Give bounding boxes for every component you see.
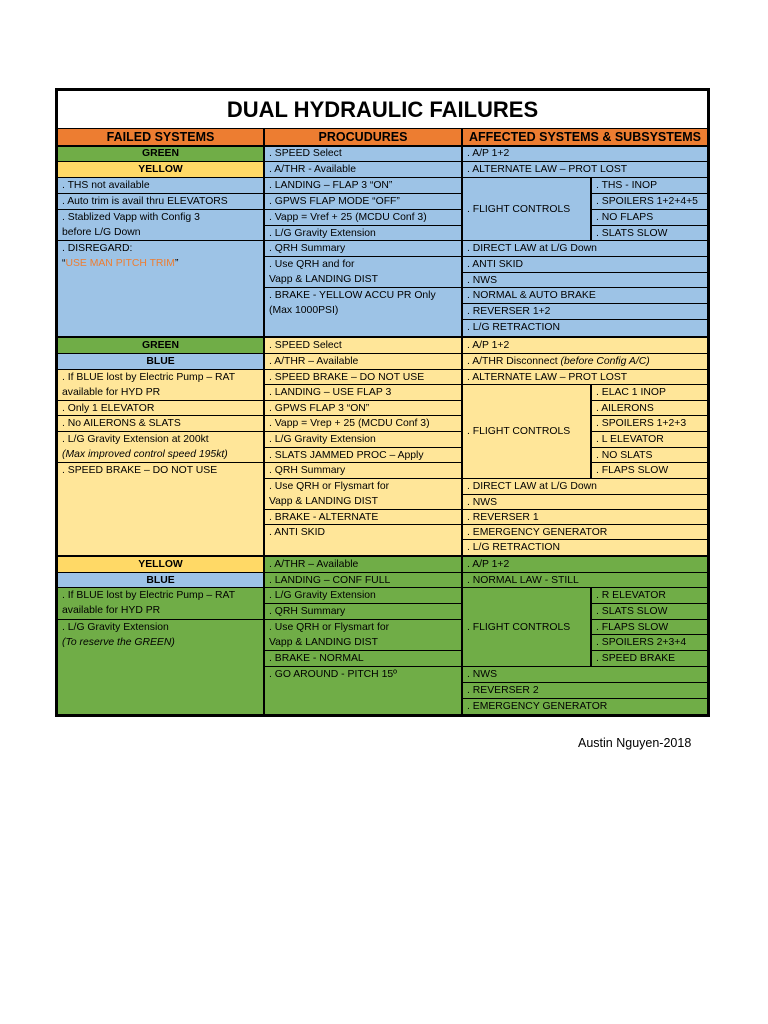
header-procedures: PROCUDURES [265,129,461,145]
s1-proc-3: . LANDING – FLAP 3 “ON” [265,178,461,193]
s1-proc-8 [265,257,461,287]
s1-failed-3-line2: before L/G Down [62,227,141,238]
s1-aff-1: . A/P 1+2 [463,147,707,161]
quote-close: ” [174,258,179,269]
s2-proc-10-line2: Vapp & LANDING DIST [269,496,378,507]
s1-sub-4: . SLATS SLOW [592,226,707,240]
dual-hydraulic-failures-table [55,88,710,717]
s2-failed-4 [58,432,263,462]
s3-aff-1: . A/P 1+2 [463,557,707,572]
s3-failed-1-line1: . If BLUE lost by Electric Pump – RAT [62,590,236,601]
s1-sub-1: . THS - INOP [592,178,707,193]
s1-proc-9-line2: (Max 1000PSI) [269,305,339,316]
s1-failed-3-line1: . Stablized Vapp with Config 3 [62,212,200,223]
s3-aff-4: . REVERSER 2 [463,683,707,698]
s3-proc-5-line1: . Use QRH or Flysmart for [269,622,390,633]
s2-failed-1-line2: available for HYD PR [62,387,161,398]
s1-proc-1: . SPEED Select [265,147,461,161]
s2-proc-5: . GPWS FLAP 3 “ON” [265,401,461,415]
s2-aff-6: . REVERSER 1 [463,510,707,524]
s1-sub-3: . NO FLAPS [592,210,707,225]
s1-aff-2: . ALTERNATE LAW – PROT LOST [463,162,707,177]
s1-aff-3: . DIRECT LAW at L/G Down [463,241,707,256]
s3-sub-4: . SPOILERS 2+3+4 [592,635,707,650]
s2-aff-2 [463,354,707,369]
s2-proc-7: . L/G Gravity Extension [265,432,461,447]
s1-proc-9 [265,288,461,336]
s2-failed-4-line1: . L/G Gravity Extension at 200kt [62,434,209,445]
header-failed-systems: FAILED SYSTEMS [58,129,263,145]
s2-failed-1-line1: . If BLUE lost by Electric Pump – RAT [62,372,236,383]
s3-proc-1: . A/THR – Available [265,557,461,572]
s2-failed-1 [58,370,263,400]
s2-failed-3: . No AILERONS & SLATS [58,416,263,431]
s2-sub-5: . NO SLATS [592,448,707,462]
s2-sub-1: . ELAC 1 INOP [592,385,707,400]
s2-sub-4: . L ELEVATOR [592,432,707,447]
document-title: DUAL HYDRAULIC FAILURES [58,91,707,128]
author-credit: Austin Nguyen-2018 [578,736,692,750]
s3-proc-5-line2: Vapp & LANDING DIST [269,637,378,648]
s2-aff-1: . A/P 1+2 [463,338,707,353]
s3-proc-6: . BRAKE - NORMAL [265,651,461,666]
s1-aff-8: . L/G RETRACTION [463,320,707,336]
s2-failed-4-line2: (Max improved control speed 195kt) [62,449,228,460]
s3-proc-7: . GO AROUND - PITCH 15º [265,667,461,714]
s1-failed-4-line2 [62,256,263,271]
s1-aff-5: . NWS [463,273,707,287]
s1-aff-4: . ANTI SKID [463,257,707,272]
s1-tag-yellow: YELLOW [58,162,263,177]
s2-sub-2: . AILERONS [592,401,707,415]
s3-tag-yellow: YELLOW [58,557,263,572]
athr-disconnect-text: . A/THR Disconnect [467,356,561,367]
s3-failed-1 [58,588,263,619]
s3-sub-3: . FLAPS SLOW [592,620,707,634]
s2-proc-12: . ANTI SKID [265,525,461,555]
s2-tag-blue: BLUE [58,354,263,369]
s2-proc-8: . SLATS JAMMED PROC – Apply [265,448,461,462]
s1-proc-9-line1: . BRAKE - YELLOW ACCU PR Only [269,290,436,301]
s1-failed-3 [58,210,263,240]
s2-failed-2: . Only 1 ELEVATOR [58,401,263,415]
s2-proc-10-line1: . Use QRH or Flysmart for [269,481,390,492]
s1-aff-flight-controls: . FLIGHT CONTROLS [463,178,590,240]
s3-aff-2: . NORMAL LAW - STILL [463,573,707,587]
s1-proc-2: . A/THR - Available [265,162,461,177]
s1-failed-2: . Auto trim is avail thru ELEVATORS [58,194,263,209]
s1-proc-8-line1: . Use QRH and for [269,259,355,270]
s1-failed-4 [58,241,263,336]
s2-proc-6: . Vapp = Vrep + 25 (MCDU Conf 3) [265,416,461,431]
quote-open: “ [62,258,66,269]
s3-failed-2-line1: . L/G Gravity Extension [62,622,169,633]
s3-aff-5: . EMERGENCY GENERATOR [463,699,707,714]
s2-proc-11: . BRAKE - ALTERNATE [265,510,461,524]
s2-proc-3: . SPEED BRAKE – DO NOT USE [265,370,461,384]
s3-failed-2-line2: (To reserve the GREEN) [62,637,175,648]
s1-aff-7: . REVERSER 1+2 [463,304,707,319]
s2-sub-6: . FLAPS SLOW [592,463,707,478]
s2-failed-5: . SPEED BRAKE – DO NOT USE [58,463,263,555]
s1-tag-green: GREEN [58,147,263,161]
s3-sub-1: . R ELEVATOR [592,588,707,603]
s2-aff-4: . DIRECT LAW at L/G Down [463,479,707,494]
s2-aff-7: . EMERGENCY GENERATOR [463,525,707,539]
s2-aff-3: . ALTERNATE LAW – PROT LOST [463,370,707,384]
s3-sub-5: . SPEED BRAKE [592,651,707,666]
s3-aff-flight-controls: . FLIGHT CONTROLS [463,588,590,666]
s1-proc-8-line2: Vapp & LANDING DIST [269,274,378,285]
s1-proc-7: . QRH Summary [265,241,461,256]
s3-proc-2: . LANDING – CONF FULL [265,573,461,587]
s2-proc-1: . SPEED Select [265,338,461,353]
s2-proc-10 [265,479,461,509]
s2-proc-4: . LANDING – USE FLAP 3 [265,385,461,400]
s3-proc-3: . L/G Gravity Extension [265,588,461,603]
s2-sub-3: . SPOILERS 1+2+3 [592,416,707,431]
s1-proc-4: . GPWS FLAP MODE “OFF” [265,194,461,209]
s1-aff-6: . NORMAL & AUTO BRAKE [463,288,707,303]
s3-failed-2 [58,620,263,714]
s2-aff-8: . L/G RETRACTION [463,540,707,555]
s2-proc-9: . QRH Summary [265,463,461,478]
s3-sub-2: . SLATS SLOW [592,604,707,619]
s1-sub-2: . SPOILERS 1+2+4+5 [592,194,707,209]
man-pitch-trim-text: USE MAN PITCH TRIM [65,258,175,269]
header-affected-systems: AFFECTED SYSTEMS & SUBSYSTEMS [463,129,707,145]
s3-tag-blue: BLUE [58,573,263,587]
s2-aff-5: . NWS [463,495,707,509]
s3-proc-4: . QRH Summary [265,604,461,619]
s2-tag-green: GREEN [58,338,263,353]
s3-failed-1-line2: available for HYD PR [62,605,161,616]
s1-proc-6: . L/G Gravity Extension [265,226,461,240]
s3-aff-3: . NWS [463,667,707,682]
s1-failed-4-line1: . DISREGARD: [62,243,133,254]
s2-aff-flight-controls: . FLIGHT CONTROLS [463,385,590,478]
s1-proc-5: . Vapp = Vref + 25 (MCDU Conf 3) [265,210,461,225]
s2-proc-2: . A/THR – Available [265,354,461,369]
athr-disconnect-note: (before Config A/C) [560,356,650,367]
s3-proc-5 [265,620,461,650]
s1-failed-1: . THS not available [58,178,263,193]
